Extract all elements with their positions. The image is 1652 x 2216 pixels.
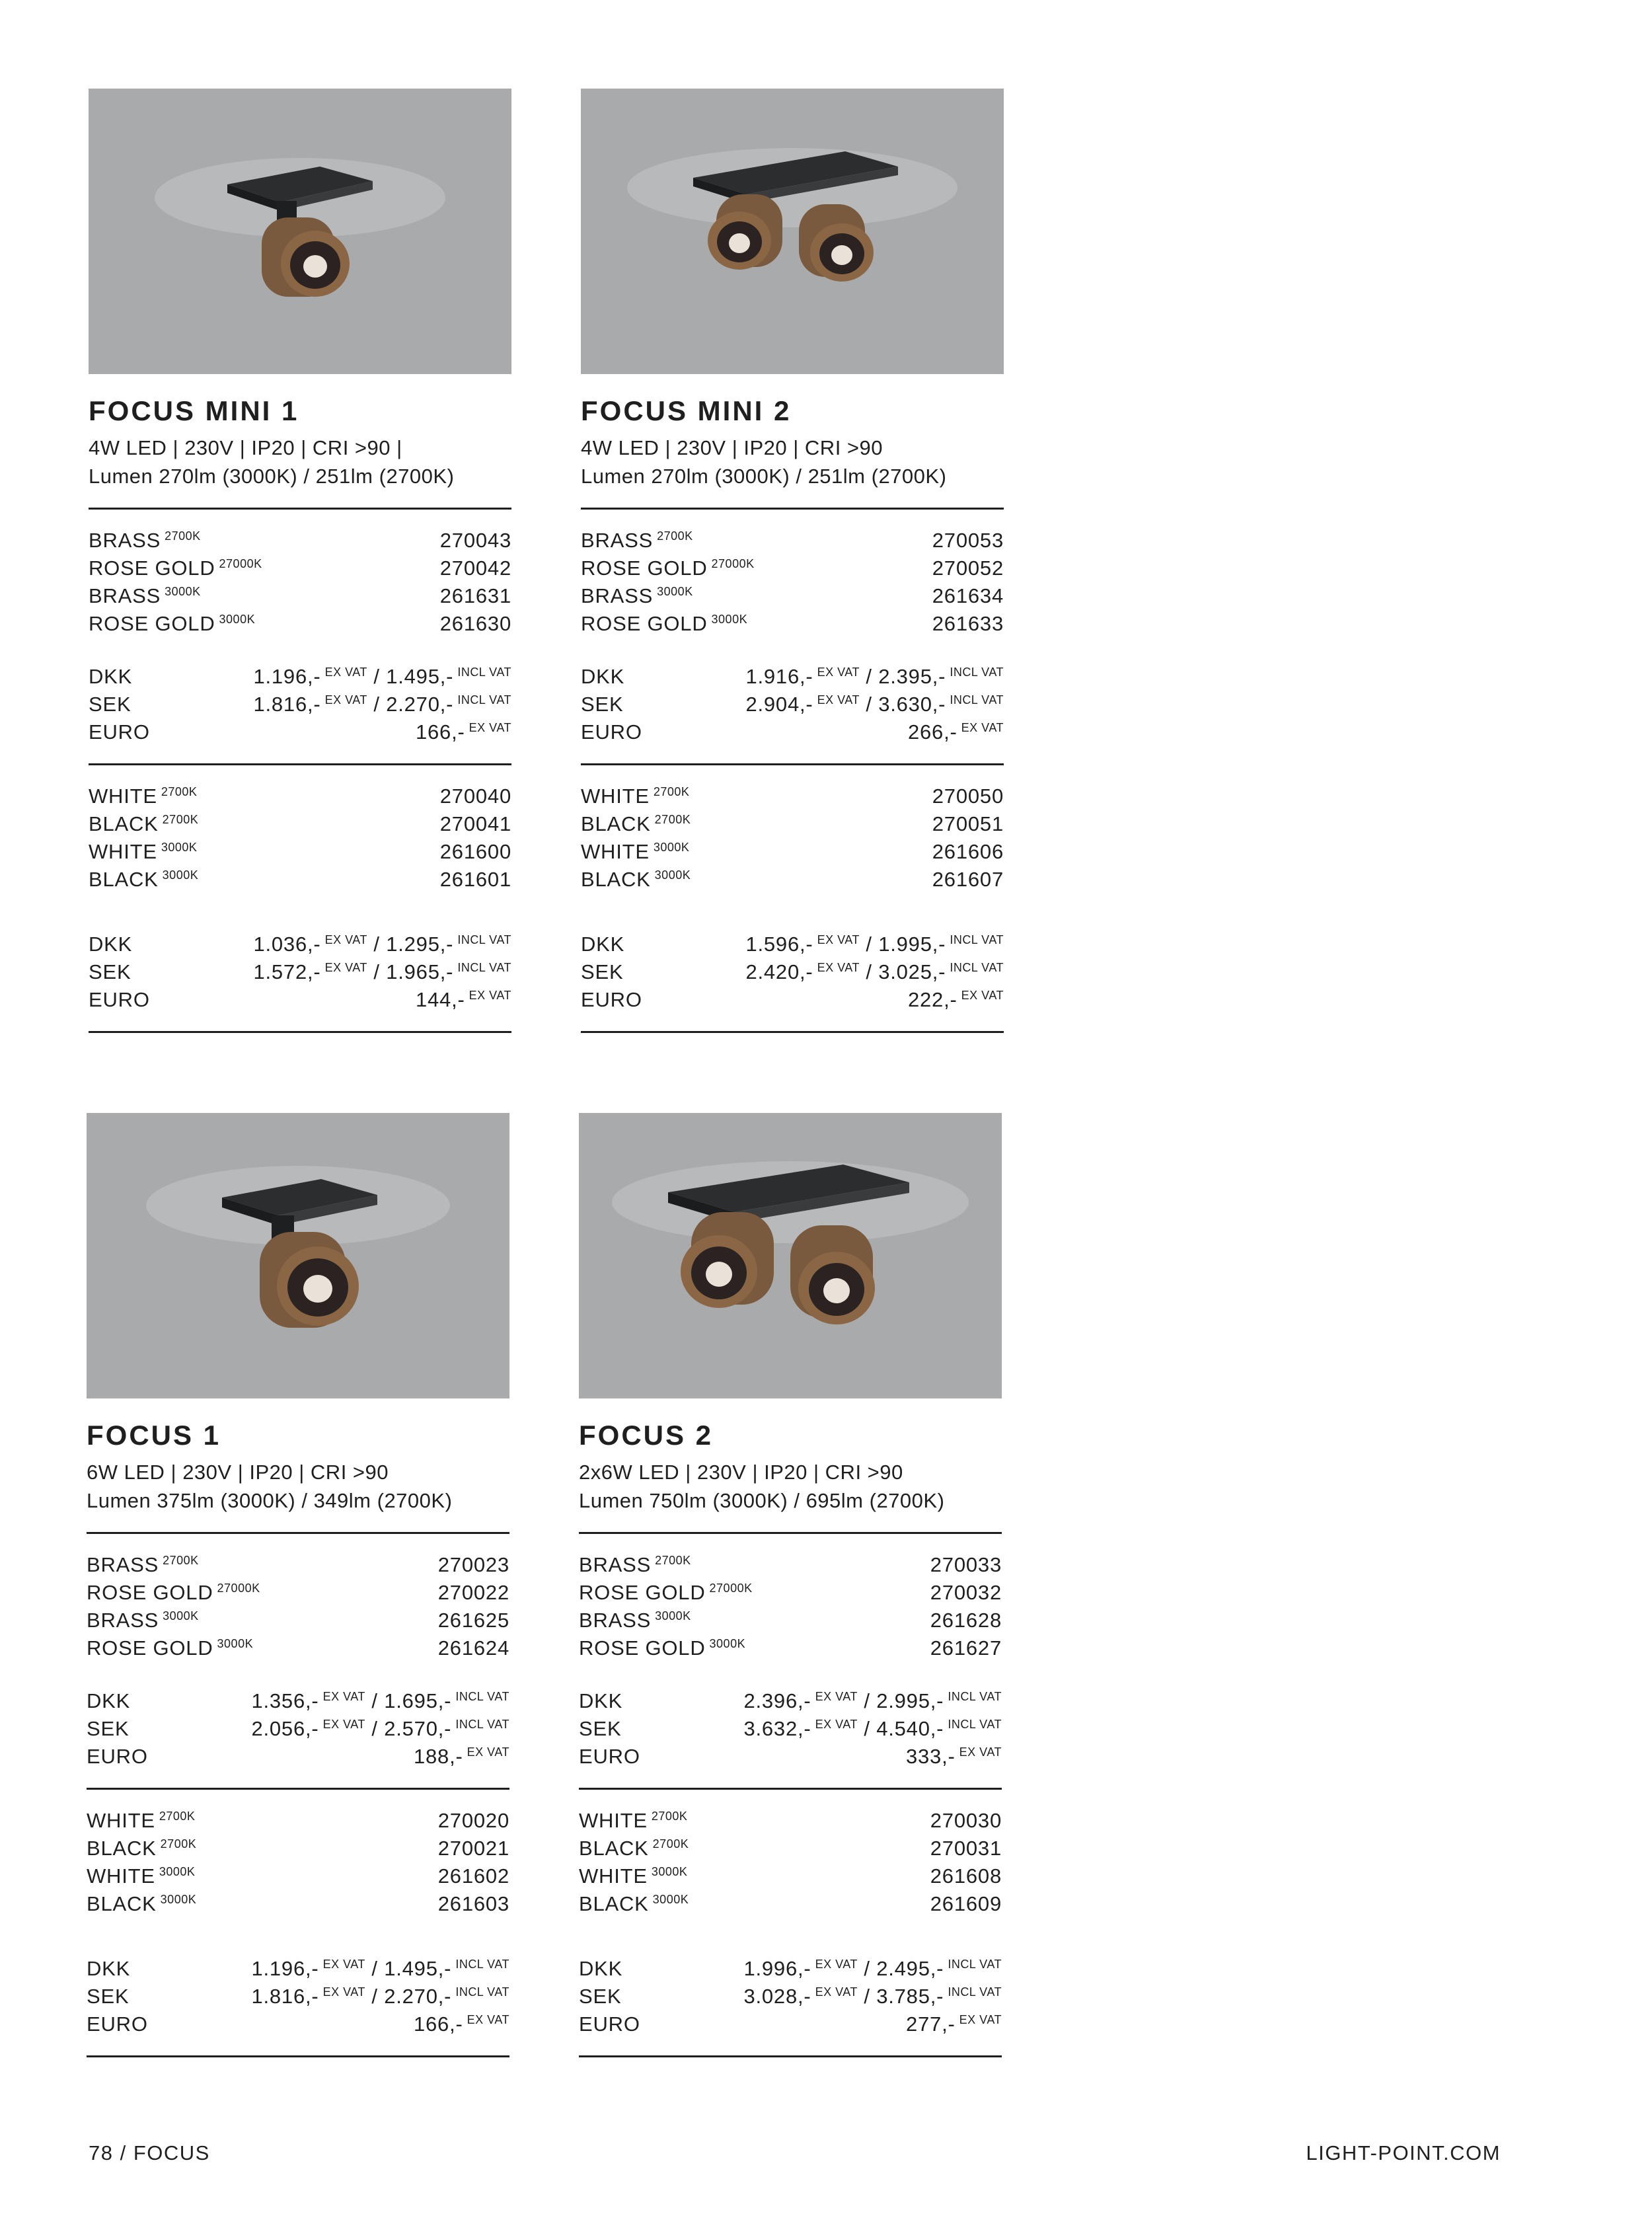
- variant-row: BLACK $^{3000K}$ 261609: [579, 1892, 1002, 1915]
- variant-row: BLACK $^{2700K}$ 270051: [581, 812, 1004, 835]
- spec-line: Lumen 270lm (3000K) / 251lm (2700K): [89, 465, 455, 488]
- spec-line: Lumen 375lm (3000K) / 349lm (2700K): [87, 1489, 453, 1512]
- divider: [581, 763, 1004, 765]
- variant-row: WHITE $^{3000K}$ 261608: [579, 1864, 1002, 1888]
- product-title: FOCUS 1: [87, 1420, 221, 1451]
- page-number: 78 / FOCUS: [89, 2141, 210, 2164]
- variant-list: [87, 1551, 509, 1662]
- price-row: DKK 1.356,- $^{EX VAT}$ / 1.695,- $^{INCL VAT}$: [87, 1689, 509, 1712]
- variant-row: BRASS $^{3000K}$ 261625: [87, 1609, 509, 1632]
- divider: [579, 2055, 1002, 2057]
- variant-row: WHITE $^{3000K}$ 261602: [87, 1864, 509, 1888]
- product-card-focus-1: [87, 1113, 509, 2057]
- price-row: EURO 166,- $^{EX VAT}$: [87, 2012, 509, 2036]
- divider: [579, 1532, 1002, 1534]
- price-row: SEK 1.816,- $^{EX VAT}$ / 2.270,- $^{INCL VAT}$: [89, 693, 511, 716]
- price-list: [87, 1955, 509, 2038]
- variant-row: ROSE GOLD $^{3000K}$ 261627: [579, 1636, 1002, 1660]
- price-row: SEK 1.816,- $^{EX VAT}$ / 2.270,- $^{INCL VAT}$: [87, 1985, 509, 2008]
- price-row: SEK 2.420,- $^{EX VAT}$ / 3.025,- $^{INCL VAT}$: [581, 960, 1004, 983]
- price-row: DKK 1.196,- $^{EX VAT}$ / 1.495,- $^{INCL VAT}$: [87, 1957, 509, 1980]
- variant-row: BRASS $^{2700K}$ 270033: [579, 1553, 1002, 1576]
- product-card-focus-mini-1: [89, 89, 511, 1033]
- price-row: EURO 266,- $^{EX VAT}$: [581, 720, 1004, 744]
- variant-row: WHITE $^{3000K}$ 261600: [89, 840, 511, 863]
- spec-line: 4W LED | 230V | IP20 | CRI >90: [581, 436, 883, 459]
- divider: [89, 1031, 511, 1033]
- price-list: [89, 663, 511, 746]
- spec-line: 6W LED | 230V | IP20 | CRI >90: [87, 1461, 389, 1484]
- variant-row: BLACK $^{2700K}$ 270031: [579, 1837, 1002, 1860]
- variant-row: BLACK $^{3000K}$ 261607: [581, 868, 1004, 891]
- variant-list: [87, 1807, 509, 1918]
- variant-row: ROSE GOLD $^{27000K}$ 270042: [89, 556, 511, 580]
- variant-list: [89, 527, 511, 638]
- product-spec: [579, 1458, 1002, 1515]
- variant-row: ROSE GOLD $^{3000K}$ 261624: [87, 1636, 509, 1660]
- price-row: DKK 1.916,- $^{EX VAT}$ / 2.395,- $^{INCL VAT}$: [581, 665, 1004, 688]
- product-photo: [89, 89, 511, 374]
- price-row: DKK 1.036,- $^{EX VAT}$ / 1.295,- $^{INCL VAT}$: [89, 933, 511, 956]
- variant-row: ROSE GOLD $^{3000K}$ 261630: [89, 612, 511, 635]
- variant-list: [581, 783, 1004, 894]
- price-row: EURO 144,- $^{EX VAT}$: [89, 988, 511, 1011]
- product-title: FOCUS MINI 2: [581, 395, 792, 426]
- variant-row: BRASS $^{2700K}$ 270043: [89, 529, 511, 552]
- spec-line: 4W LED | 230V | IP20 | CRI >90 |: [89, 436, 402, 459]
- price-list: [87, 1687, 509, 1771]
- price-list: [581, 663, 1004, 746]
- product-photo: [581, 89, 1004, 374]
- price-list: [579, 1955, 1002, 2038]
- price-row: SEK 2.904,- $^{EX VAT}$ / 3.630,- $^{INCL VAT}$: [581, 693, 1004, 716]
- price-list: [581, 931, 1004, 1014]
- divider: [581, 1031, 1004, 1033]
- divider: [581, 508, 1004, 510]
- price-row: DKK 1.596,- $^{EX VAT}$ / 1.995,- $^{INCL VAT}$: [581, 933, 1004, 956]
- variant-row: WHITE $^{2700K}$ 270040: [89, 784, 511, 808]
- price-row: SEK 3.028,- $^{EX VAT}$ / 3.785,- $^{INCL VAT}$: [579, 1985, 1002, 2008]
- variant-row: BLACK $^{2700K}$ 270041: [89, 812, 511, 835]
- variant-row: BRASS $^{2700K}$ 270053: [581, 529, 1004, 552]
- price-row: SEK 1.572,- $^{EX VAT}$ / 1.965,- $^{INCL VAT}$: [89, 960, 511, 983]
- product-spec: [581, 434, 1004, 490]
- spec-line: Lumen 750lm (3000K) / 695lm (2700K): [579, 1489, 945, 1512]
- spec-line: 2x6W LED | 230V | IP20 | CRI >90: [579, 1461, 903, 1484]
- variant-row: BLACK $^{2700K}$ 270021: [87, 1837, 509, 1860]
- price-row: EURO 277,- $^{EX VAT}$: [579, 2012, 1002, 2036]
- variant-row: ROSE GOLD $^{3000K}$ 261633: [581, 612, 1004, 635]
- price-row: SEK 3.632,- $^{EX VAT}$ / 4.540,- $^{INCL VAT}$: [579, 1717, 1002, 1740]
- divider: [89, 508, 511, 510]
- variant-row: ROSE GOLD $^{27000K}$ 270032: [579, 1581, 1002, 1604]
- variant-list: [89, 783, 511, 894]
- variant-row: ROSE GOLD $^{27000K}$ 270022: [87, 1581, 509, 1604]
- variant-list: [579, 1807, 1002, 1918]
- variant-row: BLACK $^{3000K}$ 261601: [89, 868, 511, 891]
- variant-list: [579, 1551, 1002, 1662]
- variant-row: WHITE $^{2700K}$ 270050: [581, 784, 1004, 808]
- price-row: SEK 2.056,- $^{EX VAT}$ / 2.570,- $^{INCL VAT}$: [87, 1717, 509, 1740]
- product-spec: [87, 1458, 509, 1515]
- variant-row: BLACK $^{3000K}$ 261603: [87, 1892, 509, 1915]
- divider: [579, 1788, 1002, 1790]
- variant-row: WHITE $^{2700K}$ 270020: [87, 1809, 509, 1832]
- price-row: EURO 333,- $^{EX VAT}$: [579, 1745, 1002, 1768]
- divider: [87, 1532, 509, 1534]
- variant-list: [581, 527, 1004, 638]
- divider: [87, 1788, 509, 1790]
- product-title: FOCUS MINI 1: [89, 395, 299, 426]
- variant-row: BRASS $^{2700K}$ 270023: [87, 1553, 509, 1576]
- product-card-focus-mini-2: [581, 89, 1004, 1033]
- product-photo: [87, 1113, 509, 1398]
- price-row: EURO 188,- $^{EX VAT}$: [87, 1745, 509, 1768]
- price-row: DKK 2.396,- $^{EX VAT}$ / 2.995,- $^{INCL VAT}$: [579, 1689, 1002, 1712]
- price-row: DKK 1.196,- $^{EX VAT}$ / 1.495,- $^{INCL VAT}$: [89, 665, 511, 688]
- price-list: [579, 1687, 1002, 1771]
- product-photo: [579, 1113, 1002, 1398]
- variant-row: ROSE GOLD $^{27000K}$ 270052: [581, 556, 1004, 580]
- product-spec: [89, 434, 511, 490]
- variant-row: BRASS $^{3000K}$ 261631: [89, 584, 511, 607]
- variant-row: WHITE $^{2700K}$ 270030: [579, 1809, 1002, 1832]
- variant-row: BRASS $^{3000K}$ 261634: [581, 584, 1004, 607]
- product-card-focus-2: [579, 1113, 1002, 2057]
- variant-row: BRASS $^{3000K}$ 261628: [579, 1609, 1002, 1632]
- spec-line: Lumen 270lm (3000K) / 251lm (2700K): [581, 465, 947, 488]
- divider: [87, 2055, 509, 2057]
- price-row: DKK 1.996,- $^{EX VAT}$ / 2.495,- $^{INCL VAT}$: [579, 1957, 1002, 1980]
- product-title: FOCUS 2: [579, 1420, 714, 1451]
- footer-site-link[interactable]: LIGHT-POINT.COM: [1306, 2141, 1501, 2164]
- price-row: EURO 166,- $^{EX VAT}$: [89, 720, 511, 744]
- price-row: EURO 222,- $^{EX VAT}$: [581, 988, 1004, 1011]
- divider: [89, 763, 511, 765]
- variant-row: WHITE $^{3000K}$ 261606: [581, 840, 1004, 863]
- price-list: [89, 931, 511, 1014]
